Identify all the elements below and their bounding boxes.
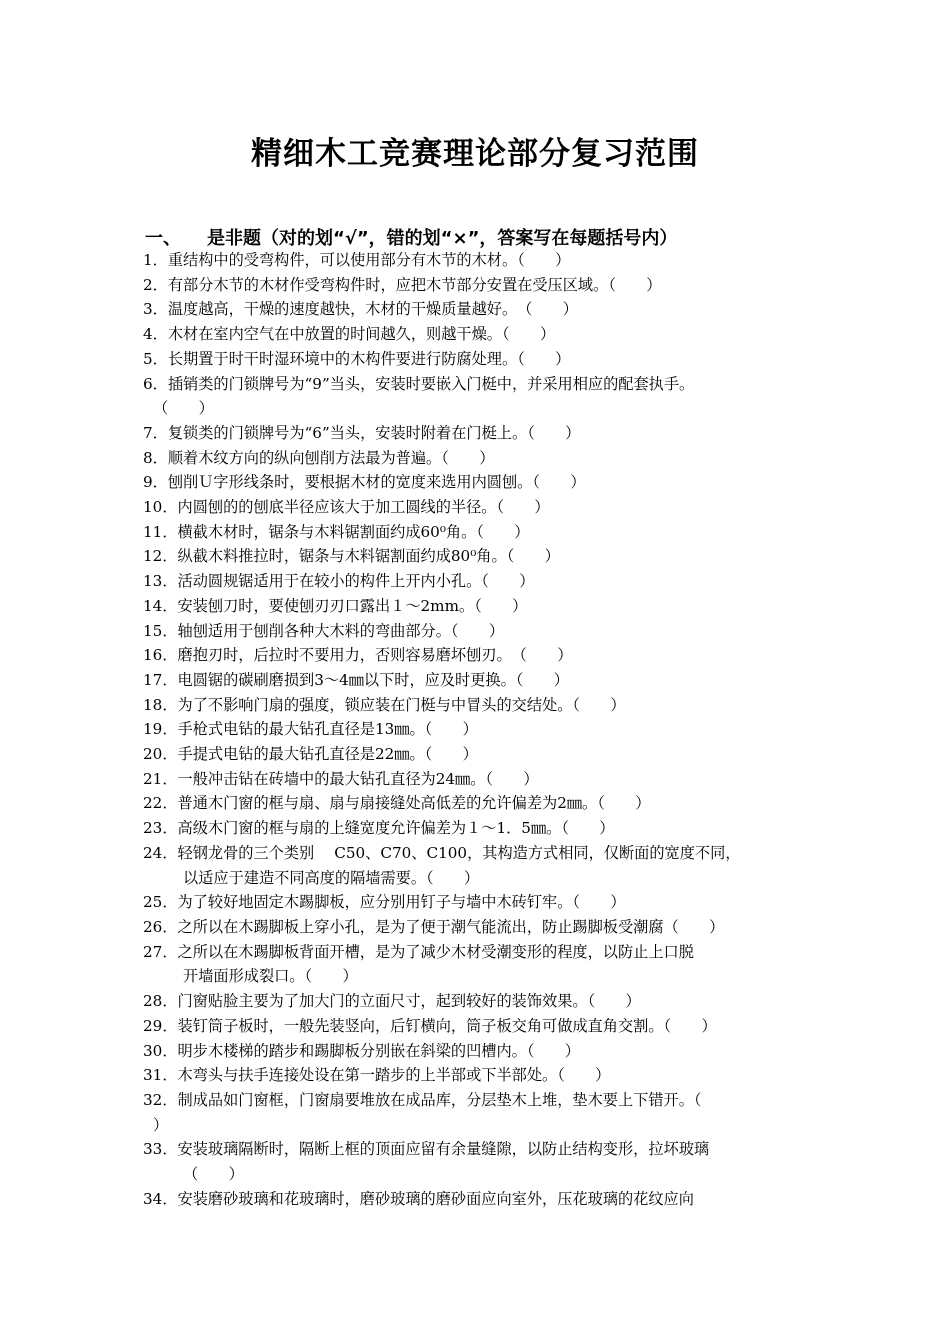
question-text: 安装刨刀时，要使刨刃刃口露出１～2mm。（ ） xyxy=(177,596,528,615)
question-number: 20． xyxy=(143,745,178,764)
question-number: 13． xyxy=(143,572,178,591)
question-item xyxy=(143,1014,843,1039)
question-number: 4． xyxy=(143,325,168,344)
question-text: 插销类的门锁牌号为“9”当头，安装时要嵌入门梃中，并采用相应的配套执手。 xyxy=(167,374,695,393)
question-number: 22． xyxy=(143,794,178,813)
question-item xyxy=(143,347,843,372)
question-number: 19． xyxy=(143,720,178,739)
question-text: 有部分木节的木材作受弯构件时，应把木节部分安置在受压区域。（ ） xyxy=(167,275,662,294)
question-item xyxy=(143,643,843,668)
question-text: 内圆刨的的刨底半径应该大于加工圆线的半径。（ ） xyxy=(177,498,550,517)
question-text: 顺着木纹方向的纵向刨削方法最为普遍。（ ） xyxy=(167,448,495,467)
question-item xyxy=(143,1063,843,1088)
question-text: 制成品如门窗框，门窗扇要堆放在成品库，分层垫木上堆，垫木要上下错开。（ xyxy=(177,1090,702,1109)
question-number: 17． xyxy=(143,670,178,689)
question-item xyxy=(143,989,843,1014)
question-number: 9． xyxy=(143,473,168,492)
question-text: 普通木门窗的框与扇、扇与扇接缝处高低差的允许偏差为2㎜。（ ） xyxy=(177,794,651,813)
question-item xyxy=(143,297,843,322)
question-item xyxy=(143,273,843,298)
question-text: 活动圆规锯适用于在较小的构件上开内小孔。（ ） xyxy=(177,572,535,591)
question-item xyxy=(143,841,843,866)
question-number: 31． xyxy=(143,1066,178,1085)
question-item xyxy=(143,915,843,940)
question-text: 电圆锯的碳刷磨损到3～4㎜以下时，应及时更换。（ ） xyxy=(177,670,569,689)
question-text: 横截木材时，锯条与木料锯割面约成60⁰角。（ ） xyxy=(177,522,530,541)
question-item xyxy=(143,421,843,446)
question-list xyxy=(143,248,843,1211)
question-item xyxy=(143,767,843,792)
question-number: 29． xyxy=(143,1016,178,1035)
question-item xyxy=(143,495,843,520)
question-number: 26． xyxy=(143,917,178,936)
question-continuation: （ ） xyxy=(153,399,214,418)
section-heading xyxy=(145,224,677,250)
question-text: 安装玻璃隔断时，隔断上框的顶面应留有余量缝隙，以防止结构变形，拉坏玻璃 xyxy=(177,1140,710,1159)
question-item xyxy=(143,791,843,816)
question-item xyxy=(143,717,843,742)
question-text: 手提式电钻的最大钻孔直径是22㎜。（ ） xyxy=(177,745,478,764)
question-text: 明步木楼梯的踏步和踢脚板分别嵌在斜梁的凹槽内。（ ） xyxy=(177,1041,580,1060)
question-text: 为了较好地固定木踢脚板，应分别用钉子与墙中木砖钉牢。（ ） xyxy=(177,893,626,912)
question-text: 轻钢龙骨的三个类别 C50、C70、C100，其构造方式相同，仅断面的宽度不同， xyxy=(177,843,741,862)
question-item xyxy=(143,594,843,619)
question-continuation: 以适应于建造不同高度的隔墙需要。（ ） xyxy=(183,868,480,887)
question-text: 木材在室内空气在中放置的时间越久，则越干燥。（ ） xyxy=(167,325,556,344)
question-text: 手枪式电钻的最大钻孔直径是13㎜。（ ） xyxy=(177,720,478,739)
question-number: 32． xyxy=(143,1090,178,1109)
question-item xyxy=(143,668,843,693)
question-number: 34． xyxy=(143,1189,178,1208)
question-item xyxy=(143,816,843,841)
question-number: 3． xyxy=(143,300,168,319)
question-number: 7． xyxy=(143,423,168,442)
question-number: 24． xyxy=(143,843,178,862)
question-text: 轴刨适用于刨削各种大木料的弯曲部分。（ ） xyxy=(177,621,505,640)
question-item xyxy=(143,1039,843,1064)
question-text: 装钉筒子板时，一般先装竖向，后钉横向，筒子板交角可做成直角交割。（ ） xyxy=(177,1016,717,1035)
question-text: 为了不影响门扇的强度，锁应装在门梃与中冒头的交结处。（ ） xyxy=(177,695,626,714)
question-text: 木弯头与扶手连接处设在第一踏步的上半部或下半部处。（ ） xyxy=(177,1066,611,1085)
question-item xyxy=(143,569,843,594)
question-text: 之所以在木踢脚板背面开槽，是为了减少木材受潮变形的程度，以防止上口脱 xyxy=(177,942,694,961)
question-number: 18． xyxy=(143,695,178,714)
question-item xyxy=(143,322,843,347)
question-text: 刨削Ｕ字形线条时，要根据木材的宽度来选用内圆刨。（ ） xyxy=(167,473,586,492)
question-text: 温度越高，干燥的速度越快，木材的干燥质量越好。 （ ） xyxy=(167,300,578,319)
question-text: 安装磨砂玻璃和花玻璃时，磨砂玻璃的磨砂面应向室外，压花玻璃的花纹应向 xyxy=(177,1189,694,1208)
question-number: 14． xyxy=(143,596,178,615)
question-number: 33． xyxy=(143,1140,178,1159)
question-item xyxy=(143,1137,843,1162)
question-number: 1． xyxy=(143,251,168,269)
question-number: 11． xyxy=(143,522,178,541)
question-number: 25． xyxy=(143,893,178,912)
question-item xyxy=(143,940,843,965)
question-item xyxy=(143,890,843,915)
question-continuation: ） xyxy=(153,1115,169,1134)
question-item xyxy=(143,1187,843,1212)
question-number: 16． xyxy=(143,646,178,665)
section-heading-text: 是非题（对的划“√”，错的划“×”，答案写在每题括号内） xyxy=(207,228,678,249)
question-continuation: 开墙面形成裂口。（ ） xyxy=(183,967,358,986)
question-text: 之所以在木踢脚板上穿小孔，是为了便于潮气能流出，防止踢脚板受潮腐（ ） xyxy=(177,917,725,936)
question-number: 10． xyxy=(143,498,178,517)
question-number: 8． xyxy=(143,448,168,467)
question-number: 28． xyxy=(143,992,178,1011)
question-item xyxy=(143,248,843,273)
question-number: 15． xyxy=(143,621,178,640)
question-number: 12． xyxy=(143,547,178,566)
question-number: 23． xyxy=(143,819,178,838)
section-number: 一、 xyxy=(145,228,181,249)
question-text: 门窗贴脸主要为了加大门的立面尺寸，起到较好的装饰效果。（ ） xyxy=(177,992,641,1011)
question-number: 2． xyxy=(143,275,168,294)
question-item xyxy=(143,619,843,644)
question-item xyxy=(143,544,843,569)
question-text: 重结构中的受弯构件，可以使用部分有木节的木材。（ ） xyxy=(167,251,571,269)
question-text: 高级木门窗的框与扇的上缝宽度允许偏差为１～1．5㎜。（ ） xyxy=(177,819,615,838)
question-text: 长期置于时干时湿环境中的木构件要进行防腐处理。（ ） xyxy=(167,349,571,368)
question-text: 复锁类的门锁牌号为“6”当头，安装时附着在门梃上。（ ） xyxy=(167,423,581,442)
question-number: 6． xyxy=(143,374,168,393)
question-text: 一般冲击钻在砖墙中的最大钻孔直径为24㎜。（ ） xyxy=(177,769,539,788)
page-title: 精细木工竞赛理论部分复习范围 xyxy=(251,136,699,172)
question-item xyxy=(143,372,843,397)
question-text: 磨抱刃时，后拉时不要用力，否则容易磨坏刨刃。 （ ） xyxy=(177,646,573,665)
question-item xyxy=(143,1088,843,1113)
question-item xyxy=(143,470,843,495)
question-number: 5． xyxy=(143,349,168,368)
question-item xyxy=(143,446,843,471)
question-number: 27． xyxy=(143,942,178,961)
question-text: 纵截木料推拉时，锯条与木料锯割面约成80⁰角。（ ） xyxy=(177,547,560,566)
question-item xyxy=(143,693,843,718)
question-item xyxy=(143,520,843,545)
question-number: 21． xyxy=(143,769,178,788)
question-number: 30． xyxy=(143,1041,178,1060)
question-item xyxy=(143,742,843,767)
question-continuation: （ ） xyxy=(183,1165,244,1184)
